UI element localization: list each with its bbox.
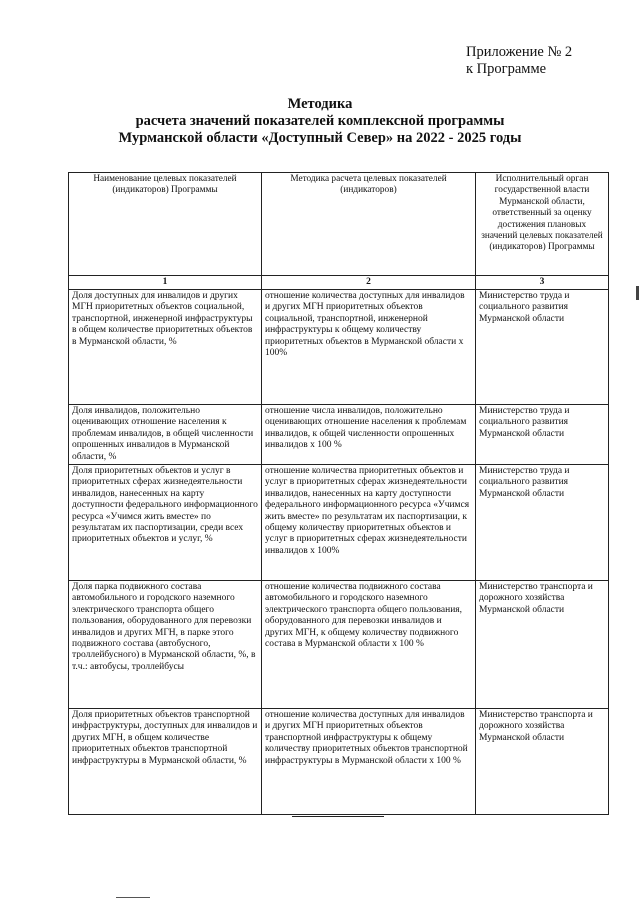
org-cell: Министерство транспорта и дорожного хозяйства Мурманской области	[476, 581, 609, 709]
title-line-2: расчета значений показателей комплексной программы	[135, 113, 505, 129]
table-number-row	[69, 276, 609, 290]
method-cell: отношение количества доступных для инвалидов и других МГН приоритетных объектов социальной, транспортной, инженерной инфраструктуры к общему количеству приоритетных объектов в Мурманской области x 100%	[262, 290, 476, 405]
org-cell: Министерство транспорта и дорожного хозяйства Мурманской области	[476, 709, 609, 815]
indicator-name-cell: Доля парка подвижного состава автомобильного и городского наземного электрического транспорта общего пользования, оборудованного для перевозки инвалидов и других МГН, в парке этого подвижного состава (автобусного, троллейбусного) в Мурманской области, %, в т.ч.: автобусы, троллейбусы	[69, 581, 262, 709]
org-cell: Министерство труда и социального развития Мурманской области	[476, 290, 609, 405]
method-cell: отношение числа инвалидов, положительно оценивающих отношение населения к проблемам инвалидов, к общей численности опрошенных инвалидов x 100 %	[262, 405, 476, 465]
indicators-table	[68, 172, 609, 815]
closing-divider	[292, 816, 384, 817]
org-cell: Министерство труда и социального развития Мурманской области	[476, 465, 609, 581]
indicator-name-cell: Доля доступных для инвалидов и других МГН приоритетных объектов социальной, транспортной, инженерной инфраструктуры в общем количестве приоритетных объектов в Мурманской области, %	[69, 290, 262, 405]
header-responsible-org: Исполнительный орган государственной власти Мурманской области, ответственный за оценку достижения плановых значений целевых показателей (индикаторов) Программы	[476, 173, 609, 276]
scan-edge-mark	[636, 286, 639, 300]
table-row	[69, 405, 609, 465]
footer-divider	[116, 897, 150, 898]
table-row	[69, 465, 609, 581]
column-number: 2	[262, 276, 476, 290]
table-row	[69, 581, 609, 709]
method-cell: отношение количества доступных для инвалидов и других МГН приоритетных объектов транспортной инфраструктуры к общему количеству приоритетных объектов транспортной инфраструктуры в Мурманской области x 100 %	[262, 709, 476, 815]
table-row	[69, 290, 609, 405]
header-method: Методика расчета целевых показателей (индикаторов)	[262, 173, 476, 276]
table-header-row	[69, 173, 609, 276]
indicator-name-cell: Доля инвалидов, положительно оценивающих отношение населения к проблемам инвалидов, в общей численности опрошенных инвалидов в Мурманской области, %	[69, 405, 262, 465]
appendix-line-1: Приложение № 2	[466, 44, 573, 60]
appendix-line-2: к Программе	[466, 61, 547, 77]
column-number: 3	[476, 276, 609, 290]
header-indicator-name: Наименование целевых показателей (индикаторов) Программы	[69, 173, 262, 276]
indicator-name-cell: Доля приоритетных объектов транспортной инфраструктуры, доступных для инвалидов и других МГН, в общем количестве приоритетных объектов транспортной инфраструктуры в Мурманской области, %	[69, 709, 262, 815]
method-cell: отношение количества подвижного состава автомобильного и городского наземного электрического транспорта общего пользования, оборудованного для перевозки инвалидов и других МГН, к общему количеству подвижного состава в Мурманской области x 100 %	[262, 581, 476, 709]
title-line-1: Методика	[287, 96, 353, 112]
org-cell: Министерство труда и социального развития Мурманской области	[476, 405, 609, 465]
document-title	[0, 96, 640, 147]
title-line-3: Мурманской области «Доступный Север» на 2022 - 2025 годы	[118, 130, 522, 146]
column-number: 1	[69, 276, 262, 290]
table-row	[69, 709, 609, 815]
method-cell: отношение количества приоритетных объектов и услуг в приоритетных сферах жизнедеятельности инвалидов, нанесенных на карту доступности федерального информационного ресурса «Учимся жить вместе» по результатам их паспортизации, к общему количеству приоритетных объектов и услуг в приоритетных сферах жизнедеятельности инвалидов x 100%	[262, 465, 476, 581]
appendix-label	[466, 44, 572, 78]
indicator-name-cell: Доля приоритетных объектов и услуг в приоритетных сферах жизнедеятельности инвалидов, нанесенных на карту доступности федерального информационного ресурса «Учимся жить вместе» по результатам их паспортизации, среди всех приоритетных объектов и услуг, %	[69, 465, 262, 581]
